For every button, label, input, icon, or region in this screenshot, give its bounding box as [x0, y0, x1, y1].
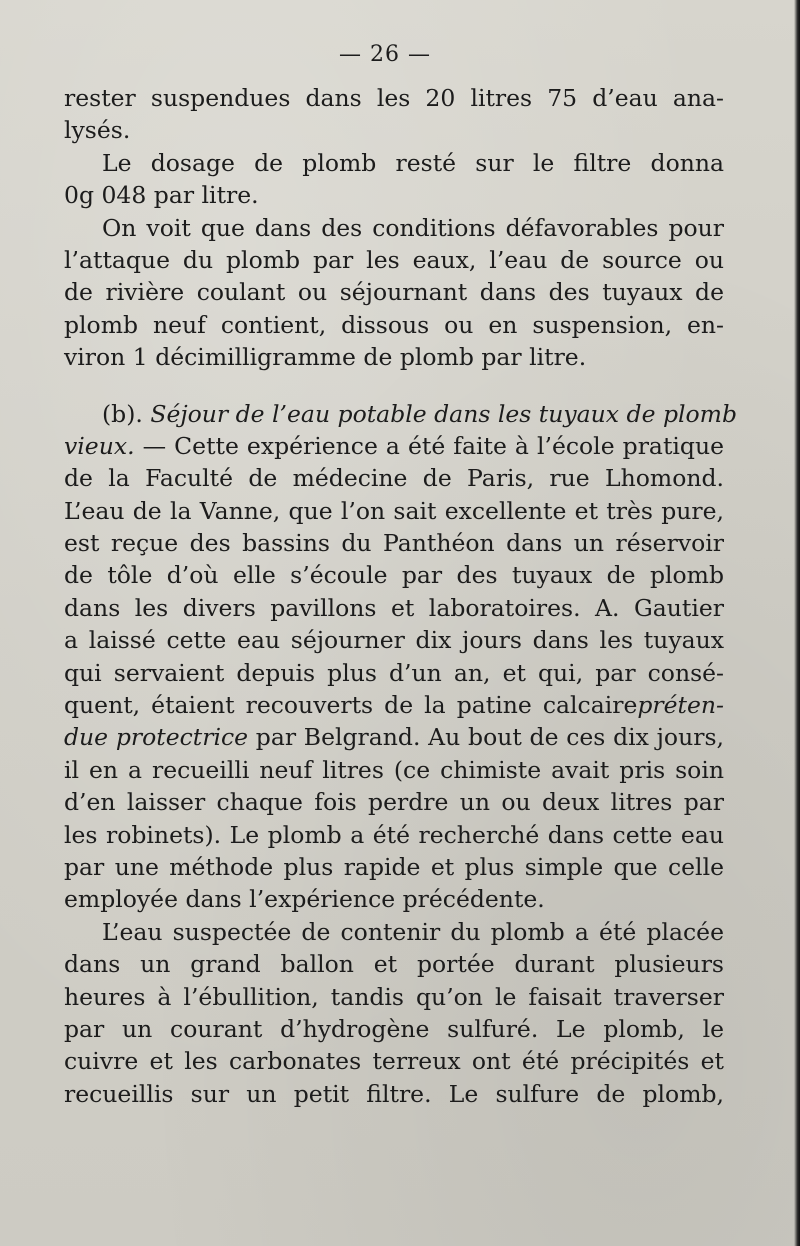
text-line: de la Faculté de médecine de Paris, rue Lhomond.	[64, 464, 724, 493]
text-line: On voit que dans des conditions défavorables pour	[102, 213, 724, 242]
text-line	[64, 721, 724, 753]
text-line: employée dans l’expérience précédente.	[64, 885, 545, 914]
page-edge-shadow	[794, 0, 800, 1246]
text-line: dans les divers pavillons et laboratoires. A. Gautier	[64, 593, 724, 622]
text-line: les robinets). Le plomb a été recherché dans cette eau	[64, 820, 724, 849]
text-line: plomb neuf contient, dissous ou en suspension, en-	[64, 310, 724, 339]
text-segment: quent, étaient recouverts de la patine calcaire	[64, 691, 638, 720]
section-title: Séjour de l’eau potable dans les tuyaux de plomb	[150, 399, 737, 428]
italic-term: préten-	[637, 691, 724, 720]
text-line: par un courant d’hydrogène sulfuré. Le plomb, le	[64, 1014, 724, 1043]
text-line: Le dosage de plomb resté sur le filtre donna	[102, 148, 724, 177]
text-line: d’en laisser chaque fois perdre un ou deux litres par	[64, 788, 724, 817]
text-line	[64, 689, 724, 721]
page-number: — 26 —	[339, 42, 431, 67]
text-line: rester suspendues dans les 20 litres 75 d’eau ana-	[64, 84, 724, 112]
text-line: cuivre et les carbonates terreux ont été précipités et	[64, 1047, 724, 1076]
text-line: de tôle d’où elle s’écoule par des tuyaux de plomb	[64, 561, 724, 590]
italic-term: due protectrice	[64, 723, 249, 752]
page-body	[64, 82, 737, 1110]
section-title-continued: vieux.	[64, 431, 135, 460]
text-line: de rivière coulant ou séjournant dans des tuyaux de	[64, 278, 724, 307]
text-line	[64, 430, 724, 462]
text-line: par une méthode plus rapide et plus simple que celle	[64, 852, 724, 881]
section-heading-line	[64, 398, 737, 430]
text-segment: par Belgrand. Au bout de ces dix jours,	[255, 723, 724, 752]
text-line: l’attaque du plomb par les eaux, l’eau de source ou	[64, 245, 724, 274]
text-line: L’eau de la Vanne, que l’on sait excellente et très pure,	[64, 496, 724, 525]
text-line: a laissé cette eau séjourner dix jours dans les tuyaux	[64, 626, 724, 655]
text-line: dans un grand ballon et portée durant plusieurs	[64, 950, 724, 979]
section-label: (b).	[102, 399, 143, 428]
text-line: viron 1 décimilligramme de plomb par litre.	[64, 343, 587, 372]
text-line: recueillis sur un petit filtre. Le sulfure de plomb,	[64, 1079, 724, 1108]
text-line: il en a recueilli neuf litres (ce chimiste avait pris soin	[64, 755, 724, 784]
text-segment: — Cette expérience a été faite à l’école pratique	[142, 431, 724, 460]
text-line: L’eau suspectée de contenir du plomb a été placée	[102, 917, 724, 946]
text-line: 0g 048 par litre.	[64, 181, 259, 210]
text-line: qui servaient depuis plus d’un an, et qui, par consé-	[64, 658, 724, 687]
text-line: lysés.	[64, 116, 131, 145]
text-line: est reçue des bassins du Panthéon dans un réservoir	[64, 529, 724, 558]
section-gap	[64, 374, 724, 398]
text-line: heures à l’ébullition, tandis qu’on le faisait traverser	[64, 982, 724, 1011]
